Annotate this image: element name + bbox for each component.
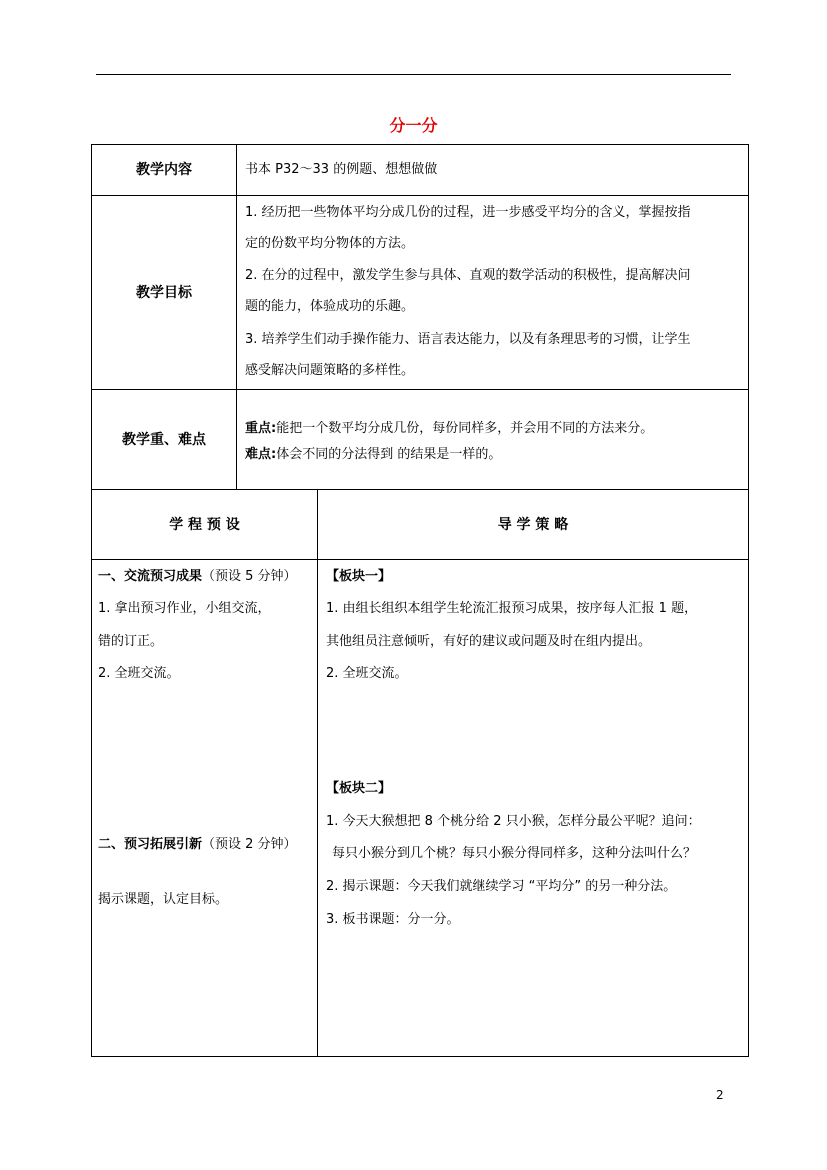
left-column-body bbox=[92, 560, 317, 1056]
left-line: 2. 全班交流。 bbox=[98, 666, 180, 681]
section-one-heading: 一、交流预习成果（预设 5 分钟） bbox=[98, 569, 297, 584]
content-text: 书本 P32～33 的例题、想想做做 bbox=[245, 162, 438, 177]
right-column-body bbox=[318, 560, 748, 1056]
right-line: 2. 揭示课题：今天我们就继续学习 “平均分” 的另一种分法。 bbox=[326, 879, 677, 894]
section-two-heading: 二、预习拓展引新（预设 2 分钟） bbox=[98, 837, 297, 852]
difficult-point: 难点:体会不同的分法得到 的结果是一样的。 bbox=[245, 447, 502, 462]
right-line: 2. 全班交流。 bbox=[326, 666, 408, 681]
content-cell bbox=[237, 145, 748, 195]
goal-line: 感受解决问题策略的多样性。 bbox=[245, 363, 415, 378]
page-number: 2 bbox=[716, 1088, 724, 1102]
block-two-title: 【板块二】 bbox=[326, 781, 392, 796]
goal-line: 2. 在分的过程中，激发学生参与具体、直观的数学活动的积极性，提高解决问 bbox=[245, 268, 691, 283]
left-line: 1. 拿出预习作业，小组交流， bbox=[98, 601, 271, 616]
left-column-header: 学 程 预 设 bbox=[169, 516, 240, 533]
document-title: 分一分 bbox=[389, 116, 438, 135]
right-line: 1. 由组长组织本组学生轮流汇报预习成果，按序每人汇报 1 题， bbox=[326, 601, 698, 616]
right-line: 1. 今天大猴想把 8 个桃分给 2 只小猴，怎样分最公平呢？追问： bbox=[326, 814, 701, 829]
right-line: 每只小猴分到几个桃？每只小猴分得同样多，这种分法叫什么？ bbox=[332, 846, 697, 861]
content-label: 教学内容 bbox=[136, 162, 192, 178]
left-line: 错的订正。 bbox=[98, 634, 164, 649]
focus-cell bbox=[237, 390, 748, 489]
left-line: 揭示课题，认定目标。 bbox=[98, 892, 229, 907]
goals-label: 教学目标 bbox=[136, 284, 192, 301]
goal-line: 3. 培养学生们动手操作能力、语言表达能力，以及有条理思考的习惯，让学生 bbox=[245, 332, 691, 347]
goal-line: 题的能力，体验成功的乐趣。 bbox=[245, 299, 415, 314]
block-one-title: 【板块一】 bbox=[326, 569, 392, 584]
header-rule bbox=[96, 74, 731, 75]
right-column-header: 导 学 策 略 bbox=[497, 516, 569, 533]
goal-line: 定的份数平均分物体的方法。 bbox=[245, 236, 415, 251]
goals-cell bbox=[237, 196, 748, 389]
right-line: 其他组员注意倾听，有好的建议或问题及时在组内提出。 bbox=[326, 634, 652, 649]
focus-label: 教学重、难点 bbox=[122, 431, 206, 448]
key-point: 重点:能把一个数平均分成几份，每份同样多，并会用不同的方法来分。 bbox=[245, 421, 654, 436]
goal-line: 1. 经历把一些物体平均分成几份的过程，进一步感受平均分的含义，掌握按指 bbox=[245, 205, 691, 220]
right-line: 3. 板书课题：分一分。 bbox=[326, 912, 460, 927]
